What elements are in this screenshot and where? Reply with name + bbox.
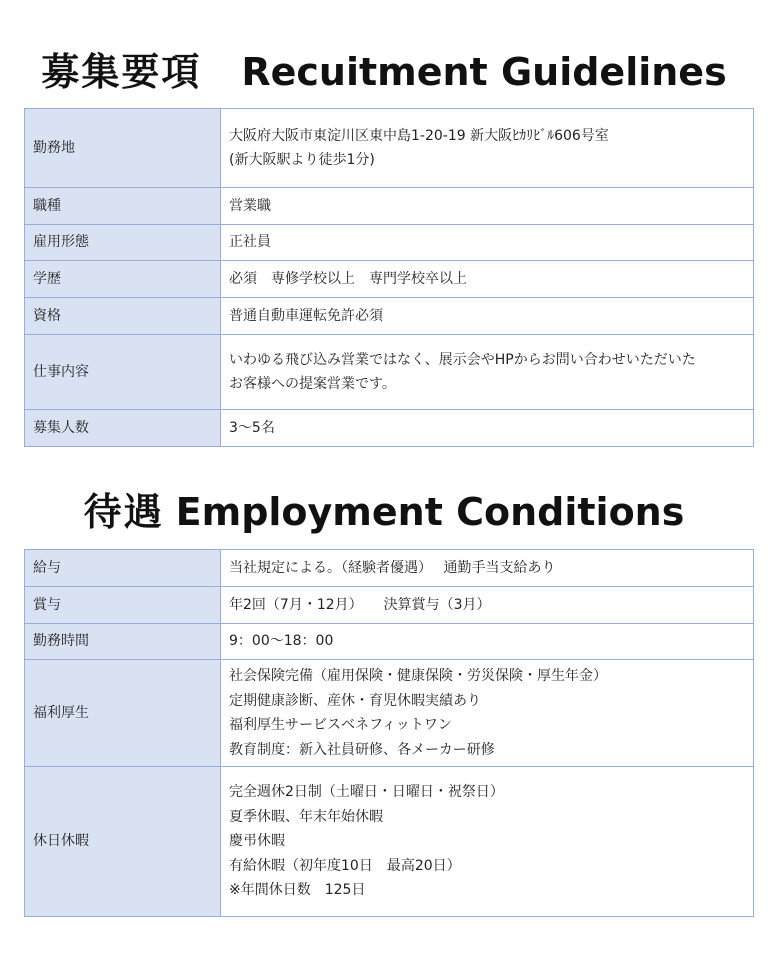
table-row-workplace	[25, 109, 754, 188]
value-line: 福利厚生サービスベネフィットワン	[229, 717, 452, 733]
value-line: 完全週休2日制（土曜日・日曜日・祝祭日）	[229, 784, 504, 801]
recruitment-title-en: Recuitment Guidelines	[241, 50, 727, 94]
recruitment-title-jp: 募集要項	[41, 50, 202, 94]
row-label: 休日休暇	[25, 767, 221, 917]
row-value	[221, 767, 754, 917]
row-value	[221, 410, 754, 447]
conditions-title	[0, 484, 768, 540]
row-label: 職種	[25, 188, 221, 225]
value-line: ※年間休日数 125日	[229, 882, 366, 899]
conditions-title-jp: 待遇	[83, 490, 164, 534]
value-line: いわゆる飛び込み営業ではなく、展示会やHPからお問い合わせいただいた	[229, 351, 696, 368]
value-line: 当社規定による。（経験者優遇） 通勤手当支給あり	[229, 559, 556, 576]
row-value	[221, 109, 754, 188]
value-line: 営業職	[229, 197, 271, 214]
row-value	[221, 335, 754, 410]
row-value	[221, 624, 754, 660]
row-label: 資格	[25, 298, 221, 335]
value-line: (新大阪駅より徒歩1分)	[229, 152, 375, 168]
row-value	[221, 550, 754, 587]
value-line: 社会保険完備（雇用保険・健康保険・労災保険・厚生年金）	[229, 668, 607, 684]
table-row-education	[25, 261, 754, 298]
row-label: 勤務時間	[25, 624, 221, 660]
value-line: 3〜5名	[229, 419, 275, 436]
row-label: 雇用形態	[25, 225, 221, 261]
row-value	[221, 188, 754, 225]
value-line: 大阪府大阪市東淀川区東中島1-20-19 新大阪ﾋｶﾘﾋﾞﾙ606号室	[229, 127, 609, 144]
row-label: 学歴	[25, 261, 221, 298]
row-value	[221, 660, 754, 767]
value-line: 正社員	[229, 234, 271, 251]
value-line: 9：00〜18：00	[229, 633, 334, 650]
row-label: 仕事内容	[25, 335, 221, 410]
table-row-salary	[25, 550, 754, 587]
value-line: 普通自動車運転免許必須	[229, 307, 383, 324]
row-value	[221, 298, 754, 335]
table-row-holidays	[25, 767, 754, 917]
row-label: 募集人数	[25, 410, 221, 447]
value-line: お客様への提案営業です。	[229, 376, 396, 392]
value-line: 教育制度：新入社員研修、各メーカー研修	[229, 741, 495, 758]
value-line: 有給休暇（初年度10日 最高20日）	[229, 857, 461, 874]
row-value	[221, 225, 754, 261]
row-value	[221, 587, 754, 624]
value-line: 定期健康診断、産休・育児休暇実績あり	[229, 692, 481, 709]
row-label: 福利厚生	[25, 660, 221, 767]
table-row-employment-type	[25, 225, 754, 261]
table-row-benefits	[25, 660, 754, 767]
table-row-qualification	[25, 298, 754, 335]
recruitment-title	[0, 44, 768, 100]
conditions-table	[24, 549, 754, 917]
table-row-bonus	[25, 587, 754, 624]
row-label: 賞与	[25, 587, 221, 624]
table-row-headcount	[25, 410, 754, 447]
value-line: 必須 専修学校以上 専門学校卒以上	[229, 270, 467, 287]
value-line: 年2回（7月・12月） 決算賞与（3月）	[229, 596, 491, 613]
value-line: 夏季休暇、年末年始休暇	[229, 808, 383, 825]
table-row-working-hours	[25, 624, 754, 660]
value-line: 慶弔休暇	[229, 833, 285, 850]
table-row-job-description	[25, 335, 754, 410]
row-label: 勤務地	[25, 109, 221, 188]
row-label: 給与	[25, 550, 221, 587]
conditions-title-en: Employment Conditions	[175, 490, 685, 534]
table-row-job-type	[25, 188, 754, 225]
recruitment-table	[24, 108, 754, 447]
row-value	[221, 261, 754, 298]
